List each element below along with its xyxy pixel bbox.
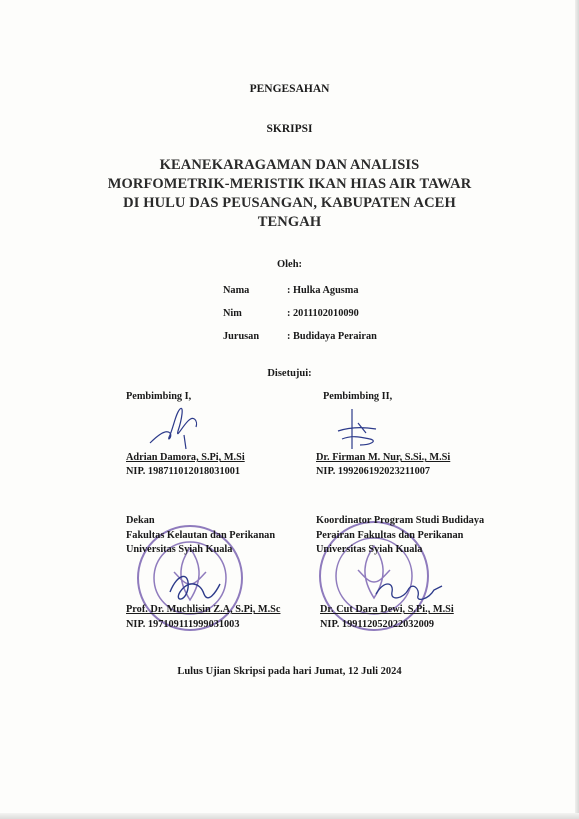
coordinator-unit-line1: Perairan Fakultas dan Perikanan <box>316 530 464 541</box>
coordinator-role: Koordinator Program Studi Budidaya <box>316 515 485 526</box>
supervisor-2-nip: NIP. 199206192023211007 <box>316 466 431 477</box>
supervisor-1-role: Pembimbing I, <box>126 391 192 402</box>
department-value: : Budidaya Perairan <box>287 331 377 342</box>
title-line: DI HULU DAS PEUSANGAN, KABUPATEN ACEH <box>123 195 456 211</box>
nim-label: Nim <box>223 308 242 319</box>
coordinator-nip: NIP. 199112052022032009 <box>320 619 435 630</box>
supervisor-2-role: Pembimbing II, <box>323 391 393 402</box>
exam-date: Lulus Ujian Skripsi pada hari Jumat, 12 Juli 2024 <box>177 666 402 677</box>
dean-role: Dekan <box>126 515 155 526</box>
doc-type: SKRIPSI <box>266 123 313 135</box>
supervisor-1-name: Adrian Damora, S.Pi, M.Si <box>126 452 245 463</box>
title-line: KEANEKARAGAMAN DAN ANALISIS <box>159 157 420 173</box>
coordinator-unit-line2: Universitas Syiah Kuala <box>316 544 423 555</box>
dean-unit-line1: Fakultas Kelautan dan Perikanan <box>126 530 276 541</box>
supervisor-2-name: Dr. Firman M. Nur, S.Si., M.Si <box>316 452 451 463</box>
nim-value: : 2011102010090 <box>287 308 359 319</box>
dean-unit-line2: Universitas Syiah Kuala <box>126 544 233 555</box>
name-label: Nama <box>223 285 250 296</box>
dean-name: Prof. Dr. Muchlisin Z.A, S.Pi, M.Sc <box>126 604 281 615</box>
thesis-title <box>0 156 579 232</box>
title-line: TENGAH <box>257 214 322 230</box>
heading: PENGESAHAN <box>249 83 330 95</box>
by-label: Oleh: <box>276 259 303 270</box>
page-bottom-edge <box>0 813 579 819</box>
coordinator-name: Dr. Cut Dara Dewi, S.Pi., M.Si <box>320 604 454 615</box>
department-label: Jurusan <box>223 331 260 342</box>
name-value: : Hulka Agusma <box>287 285 359 296</box>
signature-supervisor-1 <box>140 405 210 455</box>
approved-label: Disetujui: <box>267 368 312 379</box>
title-line: MORFOMETRIK-MERISTIK IKAN HIAS AIR TAWAR <box>107 176 472 192</box>
signature-supervisor-2 <box>330 405 400 455</box>
supervisor-1-nip: NIP. 198711012018031001 <box>126 466 241 477</box>
dean-nip: NIP. 197109111999031003 <box>126 619 240 630</box>
